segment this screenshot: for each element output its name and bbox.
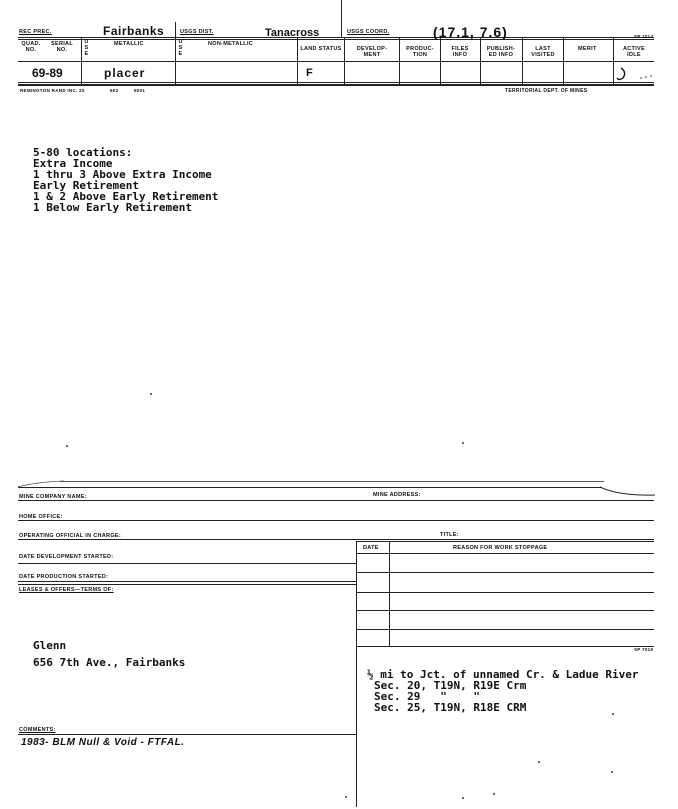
date-development-label: DATE DEVELOPMENT STARTED: xyxy=(19,554,114,560)
title-label: TITLE: xyxy=(440,532,459,538)
mine-company-name-label: MINE COMPANY NAME: xyxy=(19,494,87,500)
date-column-header: DATE xyxy=(363,545,379,551)
department-label: TERRITORIAL DEPT. OF MINES xyxy=(505,88,588,94)
location-description xyxy=(367,669,639,713)
usgs-dist-label: USGS DIST. xyxy=(180,29,214,35)
published-info-label: PUBLISH-ED INFO xyxy=(486,46,516,58)
production-label: PRODUC-TION xyxy=(406,46,434,58)
rec-prec-value: Fairbanks xyxy=(103,24,165,38)
owner-name: Glenn xyxy=(33,639,67,652)
leases-offers-label: LEASES & OFFERS—TERMS OF: xyxy=(19,587,114,593)
home-office-label: HOME OFFICE: xyxy=(19,514,63,520)
note-line: 1 & 2 Above Early Retirement xyxy=(33,190,219,203)
printer-code-2: 5001 xyxy=(134,88,146,93)
active-idle-label: ACTIVE IDLE xyxy=(623,46,645,58)
non-metallic-label: NON-METALLIC xyxy=(208,41,254,47)
note-line: 1 Below Early Retirement xyxy=(33,201,192,214)
owner-address: 656 7th Ave., Fairbanks xyxy=(33,656,186,669)
serial-no-label: SERIAL NO. xyxy=(51,41,73,53)
quad-no-label: QUAD. NO. xyxy=(21,41,41,53)
operating-official-label: OPERATING OFFICIAL IN CHARGE: xyxy=(19,533,121,539)
comments-value: 1983- BLM Null & Void - FTFAL. xyxy=(21,737,185,748)
location-line: ½ mi to Jct. of unnamed Cr. & Ladue River xyxy=(367,668,639,681)
printer-imprint: REMINGTON RAND INC. 20 xyxy=(20,88,85,93)
typed-notes xyxy=(33,147,218,213)
location-line: Sec. 20, T19N, R19E Crm xyxy=(374,679,527,692)
metallic-label: METALLIC xyxy=(114,41,144,47)
work-stoppage-header: REASON FOR WORK STOPPAGE xyxy=(453,545,548,551)
usgs-dist-value: Tanacross xyxy=(265,27,320,39)
note-line: Extra Income xyxy=(33,157,113,170)
comments-label: COMMENTS: xyxy=(19,727,56,733)
check-mark-icon xyxy=(615,62,655,86)
location-line: Sec. 25, T19N, R18E CRM xyxy=(374,701,527,714)
last-visited-label: LAST VISITED xyxy=(531,46,555,58)
land-status-value: F xyxy=(306,67,313,79)
quad-serial-value: 69-89 xyxy=(32,66,63,80)
use-marker-non-metallic: U S E xyxy=(178,39,183,57)
merit-label: MERIT xyxy=(578,46,597,52)
location-line: Sec. 29 " " xyxy=(374,690,480,703)
note-line: 1 thru 3 Above Extra Income xyxy=(33,168,212,181)
mine-address-label: MINE ADDRESS: xyxy=(373,492,421,498)
usgs-coord-label: USGS COORD. xyxy=(347,29,390,35)
usgs-coord-value: (17.1, 7.6) xyxy=(433,24,508,40)
use-marker-metallic: U S E xyxy=(84,39,89,57)
metallic-value: placer xyxy=(104,66,146,80)
date-production-label: DATE PRODUCTION STARTED: xyxy=(19,574,109,580)
land-status-label: LAND STATUS xyxy=(300,46,342,52)
form-number-top: SP 7014 xyxy=(634,34,654,39)
development-label: DEVELOP-MENT xyxy=(356,46,388,58)
note-line: Early Retirement xyxy=(33,179,139,192)
rec-prec-label: REC PREC. xyxy=(19,29,52,35)
files-info-label: FILES INFO xyxy=(451,46,469,58)
form-number-bottom: SP 7015 xyxy=(634,647,654,652)
printer-code-1: 602 xyxy=(110,88,119,93)
note-line: 5-80 locations: xyxy=(33,146,133,159)
